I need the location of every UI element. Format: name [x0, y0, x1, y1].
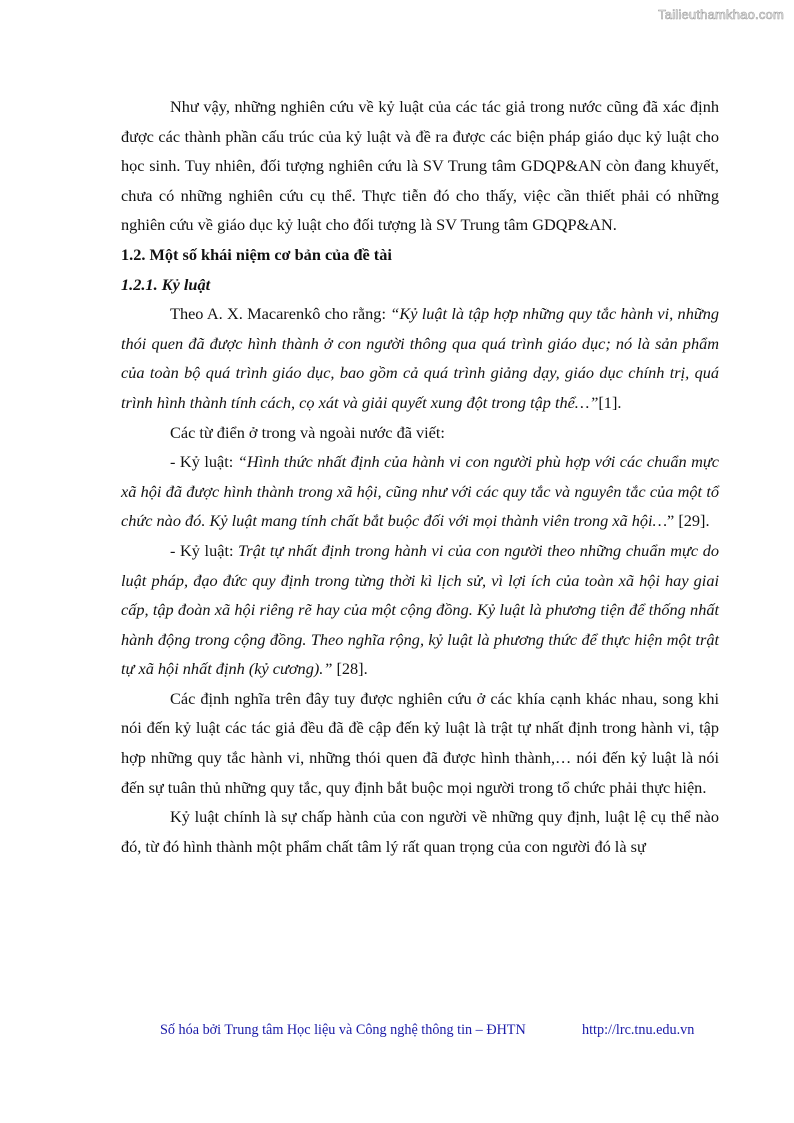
paragraph-macarenko — [121, 299, 719, 417]
footer-credit: Số hóa bởi Trung tâm Học liệu và Công nghệ thông tin – ĐHTN — [160, 1022, 526, 1038]
definition-lead: - Kỷ luật: — [170, 452, 238, 472]
citation: [28]. — [332, 659, 368, 679]
paragraph-lead: Theo A. X. Macarenkô cho rằng: — [170, 304, 391, 324]
footer-url-link[interactable]: http://lrc.tnu.edu.vn — [582, 1022, 695, 1038]
definition-item-1 — [121, 447, 719, 536]
quote-text: “Kỷ luật là tập hợp những quy tắc hành vi, những thói quen đã được hình thành ở con người thông qua quá trình giáo dục; nó là sản phẩm của toàn bộ quá trình giáo dục, bao gồm cả quá trình giảng dạy, giáo dục chính trị, quá trình hình thành tính cách, cọ xát và giải quyết xung đột trong tập thể…” — [121, 304, 719, 412]
subsection-heading: 1.2.1. Kỷ luật — [121, 274, 211, 294]
definition-text: “Hình thức nhất định của hành vi con người phù hợp với các chuẩn mực xã hội đã được hình thành trong xã hội, cũng như với các quy tắc và nguyên tắc của một tổ chức nào đó. Kỷ luật mang tính chất bắt buộc đối với mọi thành viên trong xã hội… — [121, 452, 720, 531]
watermark: Tailieuthamkhao.com — [658, 7, 784, 22]
citation: ” [29]. — [667, 511, 710, 531]
paragraph-synthesis: Các định nghĩa trên đây tuy được nghiên cứu ở các khía cạnh khác nhau, song khi nói đến kỷ luật các tác giả đều đã đề cập đến kỷ luật là trật tự nhất định trong hành vi, tập hợp những quy tắc hành vi, những thói quen đã được hình thành,… nói đến kỷ luật là nói đến sự tuân thủ những quy tắc, quy định bắt buộc mọi người trong tổ chức phải thực hiện. — [121, 688, 719, 797]
definition-lead: - Kỷ luật: — [170, 540, 239, 560]
document-body — [121, 92, 719, 861]
citation: [1]. — [598, 392, 622, 412]
paragraph-dictionaries: Các từ điển ở trong và ngoài nước đã viết: — [170, 422, 445, 442]
paragraph-conclusion: Kỷ luật chính là sự chấp hành của con người về những quy định, luật lệ cụ thể nào đó, từ đó hình thành một phẩm chất tâm lý rất quan trọng của con người đó là sự — [121, 807, 719, 856]
definition-item-2 — [121, 536, 719, 684]
section-heading: 1.2. Một số khái niệm cơ bản của đề tài — [121, 244, 392, 264]
paragraph-intro: Như vậy, những nghiên cứu về kỷ luật của các tác giả trong nước cũng đã xác định được các thành phần cấu trúc của kỷ luật và đề ra được các biện pháp giáo dục kỷ luật cho học sinh. Tuy nhiên, đối tượng nghiên cứu là SV Trung tâm GDQP&AN còn đang khuyết, chưa có những nghiên cứu cụ thể. Thực tiễn đó cho thấy, việc cần thiết phải có những nghiên cứu về giáo dục kỷ luật cho đối tượng là SV Trung tâm GDQP&AN. — [121, 97, 719, 235]
definition-text: Trật tự nhất định trong hành vi của con người theo những chuẩn mực do luật pháp, đạo đức quy định trong từng thời kì lịch sử, vì lợi ích của toàn xã hội hay giai cấp, tập đoàn xã hội riêng rẽ hay của một cộng đồng. Kỷ luật là phương tiện để thống nhất hành động trong cộng đồng. Theo nghĩa rộng, kỷ luật là phương thức để thực hiện một trật tự xã hội nhất định (kỷ cương).” — [121, 540, 719, 679]
